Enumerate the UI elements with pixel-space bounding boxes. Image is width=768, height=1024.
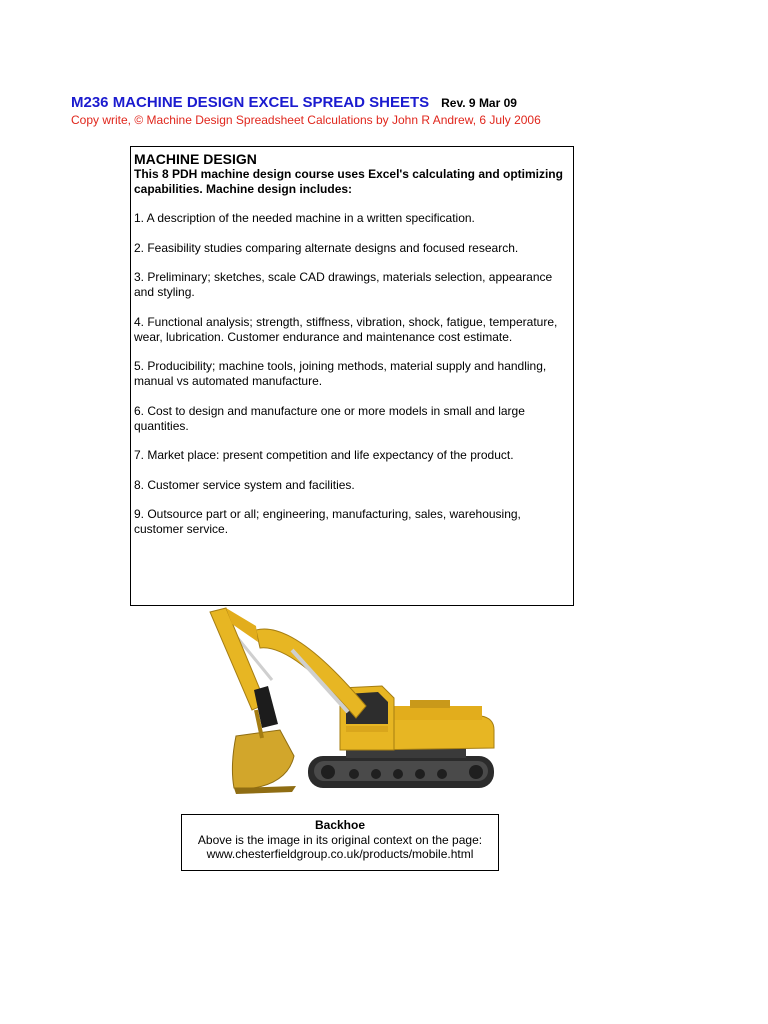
caption-line: Above is the image in its original context on the page: (197, 832, 483, 847)
document-title: M236 MACHINE DESIGN EXCEL SPREAD SHEETS (71, 94, 430, 111)
list-item: 8. Customer service system and facilities. (134, 477, 355, 492)
box-heading: MACHINE DESIGN (134, 151, 257, 167)
list-item: 7. Market place: present competition and life expectancy of the product. (134, 448, 514, 462)
caption-title: Backhoe (314, 818, 366, 832)
machine-design-box (130, 146, 574, 606)
caption-url: www.chesterfieldgroup.co.uk/products/mobile.html (206, 847, 474, 861)
revision-label: Rev. 9 Mar 09 (441, 96, 517, 110)
list-item: 2. Feasibility studies comparing alternate designs and focused research. (134, 240, 519, 255)
image-caption-box (181, 814, 499, 871)
list-item: 1. A description of the needed machine in a written specification. (134, 211, 475, 225)
list-item: 5. Producibility; machine tools, joining methods, material supply and handling, manual vs automated manufacture. (134, 359, 547, 388)
document-header (71, 94, 517, 112)
list-item: 9. Outsource part or all; engineering, manufacturing, sales, warehousing, customer service. (134, 507, 521, 536)
list-item: 3. Preliminary; sketches, scale CAD drawings, materials selection, appearance and styling. (134, 270, 553, 299)
list-item: 6. Cost to design and manufacture one or more models in small and large quantities. (134, 403, 525, 433)
list-item: 4. Functional analysis; strength, stiffness, vibration, shock, fatigue, temperature, wear, lubrication. Customer endurance and maintenance cost estimate. (134, 314, 558, 344)
backhoe-illustration (196, 606, 502, 796)
intro-text: This 8 PDH machine design course uses Excel's calculating and optimizing capabilities. Machine design includes: (134, 167, 563, 196)
copyright-notice: Copy write, © Machine Design Spreadsheet Calculations by John R Andrew, 6 July 2006 (71, 113, 541, 127)
